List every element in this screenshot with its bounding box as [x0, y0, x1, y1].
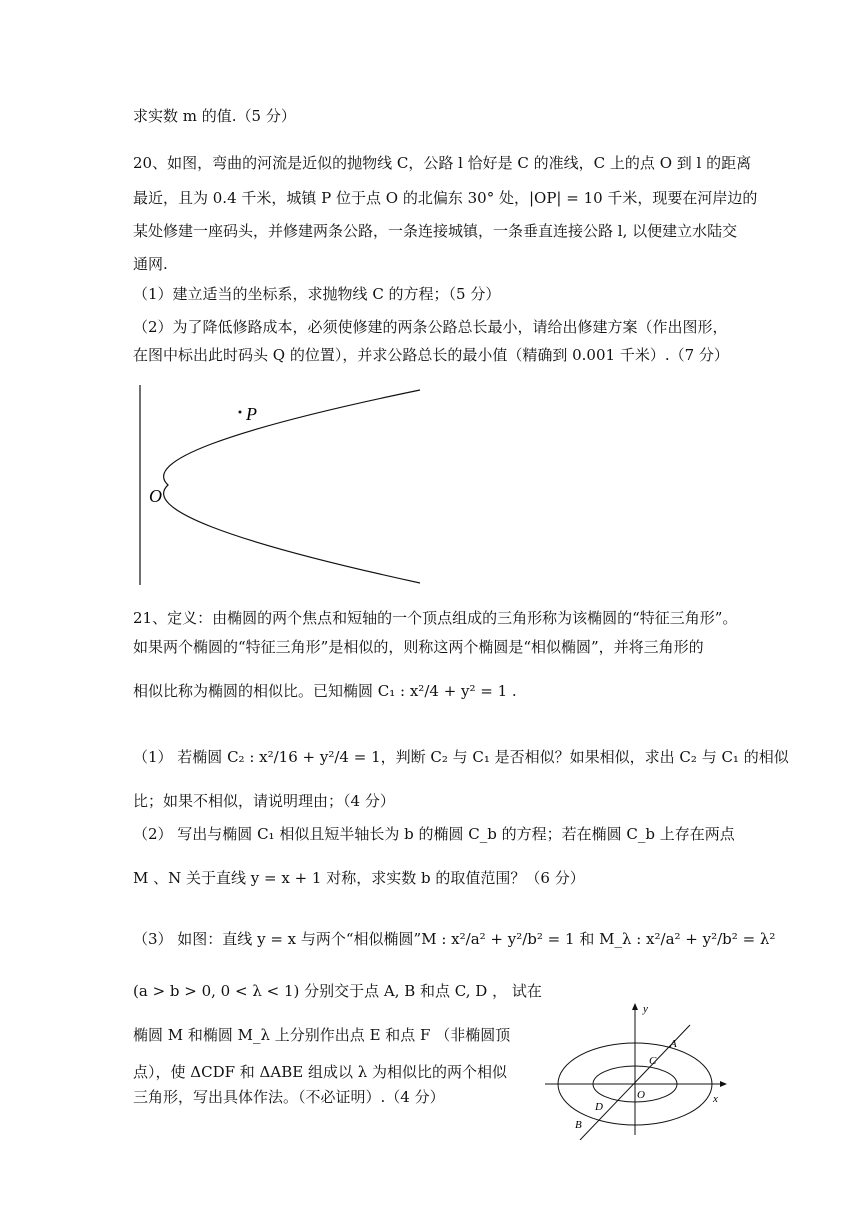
q21-part3-text-d: 点），使 ΔCDF 和 ΔABE 组成以 λ 为相似比的两个相似: [133, 1063, 507, 1081]
label-x: x: [713, 1093, 718, 1105]
q21-part2-text-a: （2） 写出与椭圆 C₁ 相似且短半轴长为 b 的椭圆 C_b 的方程；若在椭圆 C_b 上存在两点: [133, 825, 735, 843]
q21-part2-text-b: M 、N 关于直线 y = x + 1 对称，求实数 b 的取值范围？（6 分）: [133, 869, 585, 887]
q21-part1-b: [133, 791, 395, 811]
q21-part2-b: [133, 868, 585, 888]
q20-part2-text-a: （2）为了降低修路成本，必须使修建的两条公路总长最小，请给出修建方案（作出图形，: [133, 318, 728, 336]
x-axis-arrow: [720, 1081, 727, 1087]
q21-part3-d: [133, 1062, 507, 1082]
label-p: P: [246, 404, 257, 424]
label-o2: O: [637, 1089, 645, 1101]
y-axis-arrow: [632, 1003, 638, 1010]
parabola-figure: [130, 385, 430, 590]
q20-text-c: 某处修建一座码头，并修建两条公路，一条连接城镇，一条垂直连接公路 l, 以便建立水陆交: [133, 222, 738, 240]
q21-line-a: [133, 608, 737, 628]
q20-text-a: 20、如图，弯曲的河流是近似的抛物线 C，公路 l 恰好是 C 的准线，C 上的点 O 到 l 的距离: [133, 154, 752, 172]
q20-line-d: [133, 254, 168, 274]
text-line: [133, 106, 296, 126]
label-a: A: [670, 1038, 677, 1050]
label-c: C: [649, 1055, 657, 1067]
q20-text-b: 最近，且为 0.4 千米，城镇 P 位于点 O 的北偏东 30° 处，|OP| = 10 千米，现要在河岸边的: [133, 189, 758, 207]
q21-text-a: 21、定义：由椭圆的两个焦点和短轴的一个顶点组成的三角形称为该椭圆的“特征三角形”。: [133, 609, 738, 627]
q19-tail: 求实数 m 的值.（5 分）: [133, 107, 296, 125]
q20-part2-a: [133, 317, 728, 337]
q20-part1-text: （1）建立适当的坐标系，求抛物线 C 的方程；（5 分）: [133, 285, 501, 303]
q21-part3-a: [133, 929, 775, 949]
q20-line-c: [133, 221, 737, 241]
q21-text-c: 相似比称为椭圆的相似比。已知椭圆 C₁ : x²/4 + y² = 1 .: [133, 682, 517, 700]
q21-part1-text-a: （1） 若椭圆 C₂ : x²/16 + y²/4 = 1，判断 C₂ 与 C₁ 是否相似？如果相似，求出 C₂ 与 C₁ 的相似: [133, 748, 789, 766]
q21-part3-b: [133, 981, 542, 1001]
q20-part1: [133, 284, 500, 304]
q20-part2-b: [133, 345, 729, 365]
q21-part3-text-e: 三角形，写出具体作法。（不必证明）.（4 分）: [133, 1088, 445, 1106]
q20-text-d: 通网.: [133, 255, 168, 273]
q20-line-a: [133, 153, 751, 173]
q21-text-b: 如果两个椭圆的“特征三角形”是相似的，则称这两个椭圆是“相似椭圆”，并将三角形的: [133, 638, 704, 656]
q21-line-b: [133, 637, 704, 657]
point-p: [239, 411, 242, 414]
q21-part3-text-b: (a > b > 0, 0 < λ < 1) 分别交于点 A, B 和点 C, D ， 试在: [133, 982, 542, 1000]
q21-part3-c: [133, 1025, 510, 1045]
parabola-curve: [164, 390, 420, 583]
label-o: O: [149, 486, 162, 506]
q21-part2-a: [133, 824, 735, 844]
q21-part3-e: [133, 1087, 445, 1107]
q20-line-b: [133, 188, 757, 208]
label-y: y: [643, 1003, 648, 1015]
ellipse-figure: [545, 1000, 745, 1140]
q20-part2-text-b: 在图中标出此时码头 Q 的位置），并求公路总长的最小值（精确到 0.001 千米）.（7 分）: [133, 346, 729, 364]
q21-part1-text-b: 比；如果不相似，请说明理由；（4 分）: [133, 792, 395, 810]
q21-part3-text-c: 椭圆 M 和椭圆 M_λ 上分别作出点 E 和点 F （非椭圆顶: [133, 1026, 511, 1044]
q21-line-c: [133, 681, 517, 701]
label-d: D: [595, 1101, 603, 1113]
label-b: B: [575, 1119, 582, 1131]
q21-part1-a: [133, 747, 789, 767]
q21-part3-text-a: （3） 如图：直线 y = x 与两个“相似椭圆”M : x²/a² + y²/b² = 1 和 M_λ : x²/a² + y²/b² = λ²: [133, 930, 776, 948]
